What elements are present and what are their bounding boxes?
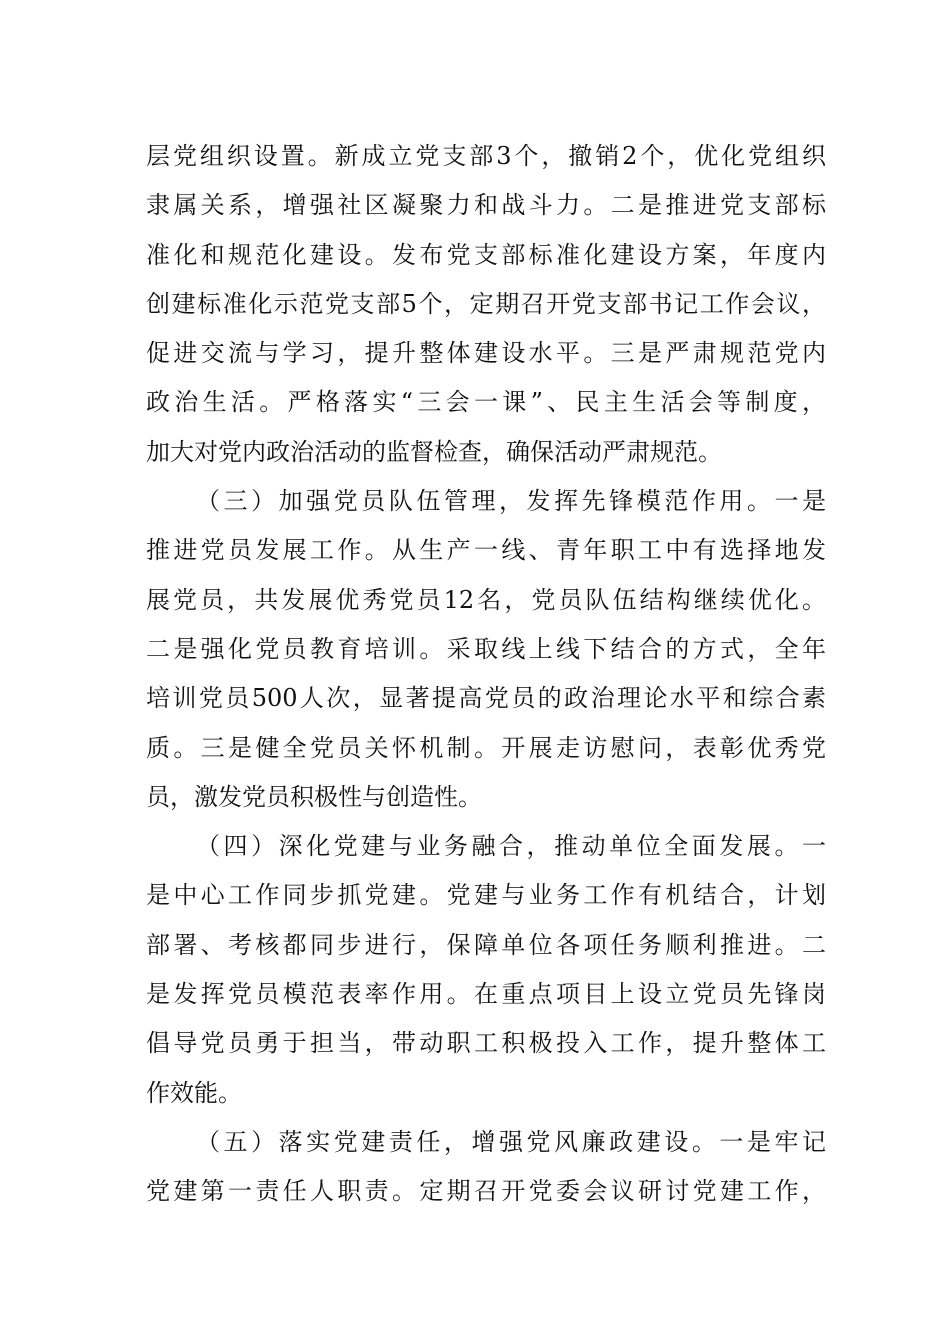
text-line: 是中心工作同步抓党建。党建与业务工作有机结合，计划 [146,881,826,910]
section-heading-line: （四）深化党建与业务融合，推动单位全面发展。一 [196,832,826,861]
text-line: 培训党员500人次，显著提高党员的政治理论水平和综合素 [146,684,826,713]
text-line: 作效能。 [146,1078,242,1107]
text-line: 创建标准化示范党支部5个，定期召开党支部书记工作会议， [146,289,826,318]
section-heading-line: （三）加强党员队伍管理，发挥先锋模范作用。一是 [196,487,826,516]
text-line: 推进党员发展工作。从生产一线、青年职工中有选择地发 [146,536,826,565]
text-line: 隶属关系，增强社区凝聚力和战斗力。二是推进党支部标 [146,191,826,220]
text-line: 质。三是健全党员关怀机制。开展走访慰问，表彰优秀党 [146,733,826,762]
section-heading-line: （五）落实党建责任，增强党风廉政建设。一是牢记 [196,1127,826,1156]
text-line: 展党员，共发展优秀党员12名，党员队伍结构继续优化。 [146,585,826,614]
text-line: 党建第一责任人职责。定期召开党委会议研讨党建工作， [146,1177,826,1206]
document-body [146,132,826,1217]
text-line: 准化和规范化建设。发布党支部标准化建设方案，年度内 [146,240,826,269]
text-line: 部署、考核都同步进行，保障单位各项任务顺利推进。二 [146,930,826,959]
text-line: 员，激发党员积极性与创造性。 [146,782,482,811]
text-line: 二是强化党员教育培训。采取线上线下结合的方式，全年 [146,634,826,663]
text-line: 是发挥党员模范表率作用。在重点项目上设立党员先锋岗 [146,980,826,1009]
text-line: 倡导党员勇于担当，带动职工积极投入工作，提升整体工 [146,1029,826,1058]
text-line: 促进交流与学习，提升整体建设水平。三是严肃规范党内 [146,339,826,368]
text-line: 加大对党内政治活动的监督检查，确保活动严肃规范。 [146,437,722,466]
text-line: 层党组织设置。新成立党支部3个，撤销2个，优化党组织 [146,142,826,170]
text-line: 政治生活。严格落实“三会一课”、民主生活会等制度， [146,388,826,417]
